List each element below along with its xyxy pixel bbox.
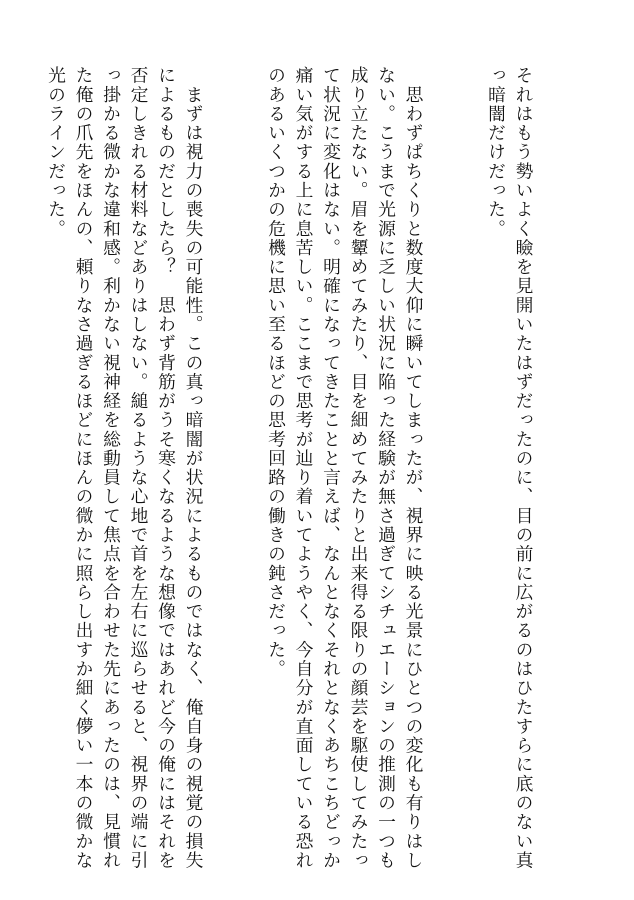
paragraph-3: まずは視力の喪失の可能性。この真っ暗闇が状況によるものではなく、俺自身の視覚の損失によるものだとしたら？ 思わず背筋がうそ寒くなるような想像ではあれど今の俺にはそれを否定しきれる材料などありはしない。縋るような心地で首を左右に巡らせると、視界の端に引っ掛かる微かな違和感。利かない視神経を総動員して焦点を合わせた先にあったのは、見慣れた俺の爪先をほんの、頼りなさ過ぎるほどにほんの微かに照らし出すか細く儚い一本の微かな光のラインだった。: [45, 66, 204, 870]
vertical-text-body: [0, 66, 592, 886]
paragraph-1: それはもう勢いよく瞼を見開いたはずだったのに、目の前に広がるのはひたすらに底のない真っ暗闇だけだった。: [485, 66, 534, 870]
paragraph-2: 思わずぱちくりと数度大仰に瞬いてしまったが、視界に映る光景にひとつの変化も有りはしない。こうまで光源に乏しい状況に陥った経験が無さ過ぎてシチュエーションの推測の一つも成り立たない。眉を顰めてみたり、目を細めてみたりと出来得る限りの顔芸を駆使してみたって状況に変化はない。明確になってきたことと言えば、なんとなくそれとなくあちこちどっか痛い気がする上に息苦しい。ここまで思考が辿り着いてようやく、今自分が直面している恐れのあるいくつかの危機に思い至るほどの思考回路の働きの鈍さだった。: [265, 66, 424, 870]
